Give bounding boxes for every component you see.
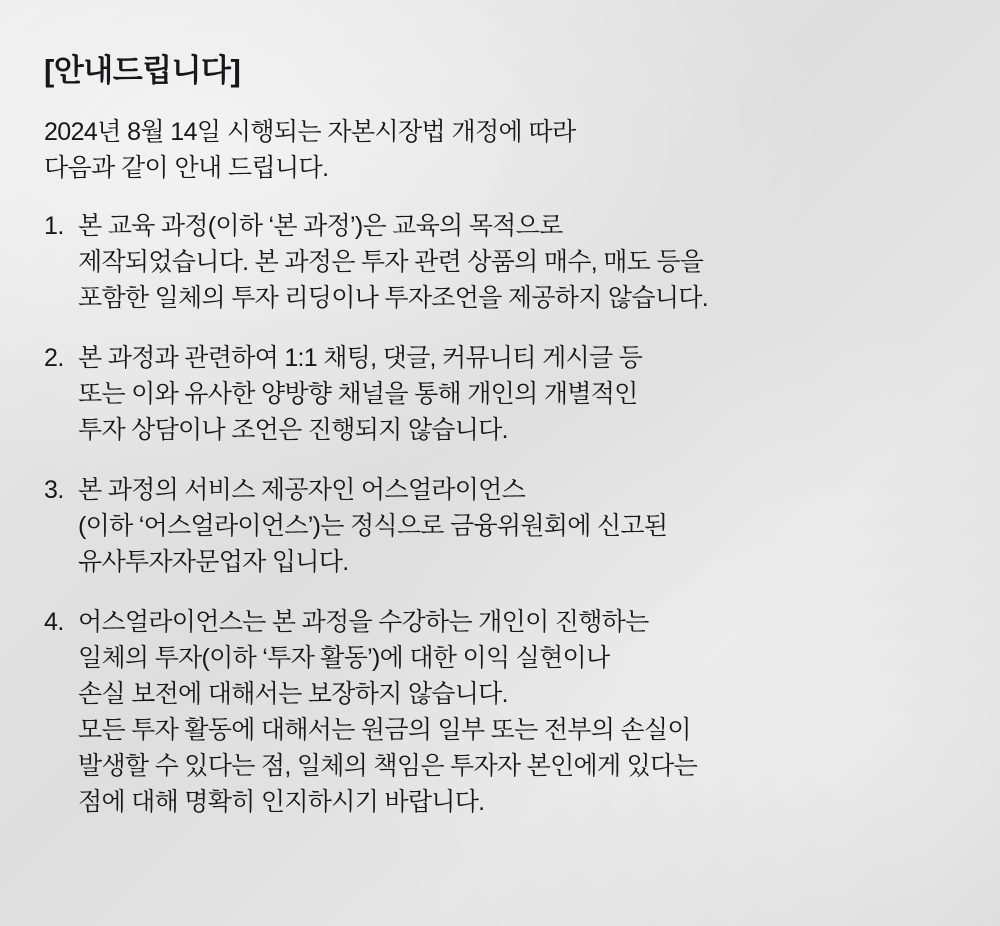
clause-line: 투자 상담이나 조언은 진행되지 않습니다. <box>78 416 508 445</box>
clause-line: 또는 이와 유사한 양방향 채널을 통해 개인의 개별적인 <box>78 380 638 409</box>
clause-item <box>44 604 960 820</box>
clause-line: 점에 대해 명확히 인지하시기 바랍니다. <box>78 788 485 817</box>
clause-number: 1. <box>44 212 64 241</box>
clause-line: 포함한 일체의 투자 리딩이나 투자조언을 제공하지 않습니다. <box>78 284 708 313</box>
clause-line: 본 과정과 관련하여 1:1 채팅, 댓글, 커뮤니티 게시글 등 <box>78 344 643 373</box>
clause-line: 손실 보전에 대해서는 보장하지 않습니다. <box>78 680 508 709</box>
clause-body <box>78 604 697 820</box>
clause-line: 모든 투자 활동에 대해서는 원금의 일부 또는 전부의 손실이 <box>78 716 691 745</box>
clause-line: 유사투자자문업자 입니다. <box>78 548 349 577</box>
clause-line: 일체의 투자(이하 ‘투자 활동’)에 대한 이익 실현이나 <box>78 644 610 673</box>
clause-number: 2. <box>44 344 64 373</box>
clause-number: 4. <box>44 608 64 637</box>
clause-body <box>78 472 667 580</box>
intro-line: 2024년 8월 14일 시행되는 자본시장법 개정에 따라 <box>44 118 576 147</box>
page-title: [안내드립니다] <box>44 53 241 88</box>
clause-line: 본 교육 과정(이하 ‘본 과정’)은 교육의 목적으로 <box>78 212 563 241</box>
clause-line: 발생할 수 있다는 점, 일체의 책임은 투자자 본인에게 있다는 <box>78 752 698 781</box>
intro-line: 다음과 같이 안내 드립니다. <box>44 153 329 182</box>
intro-paragraph <box>44 115 960 186</box>
clause-line: (이하 ‘어스얼라이언스’)는 정식으로 금융위원회에 신고된 <box>78 512 668 541</box>
clause-item <box>44 340 960 448</box>
clause-line: 어스얼라이언스는 본 과정을 수강하는 개인이 진행하는 <box>78 608 649 637</box>
clause-number: 3. <box>44 476 64 505</box>
clause-item <box>44 208 960 316</box>
clause-item <box>44 472 960 580</box>
clause-line: 제작되었습니다. 본 과정은 투자 관련 상품의 매수, 매도 등을 <box>78 248 704 277</box>
clause-body <box>78 208 708 316</box>
clause-line: 본 과정의 서비스 제공자인 어스얼라이언스 <box>78 476 526 505</box>
clause-body <box>78 340 642 448</box>
